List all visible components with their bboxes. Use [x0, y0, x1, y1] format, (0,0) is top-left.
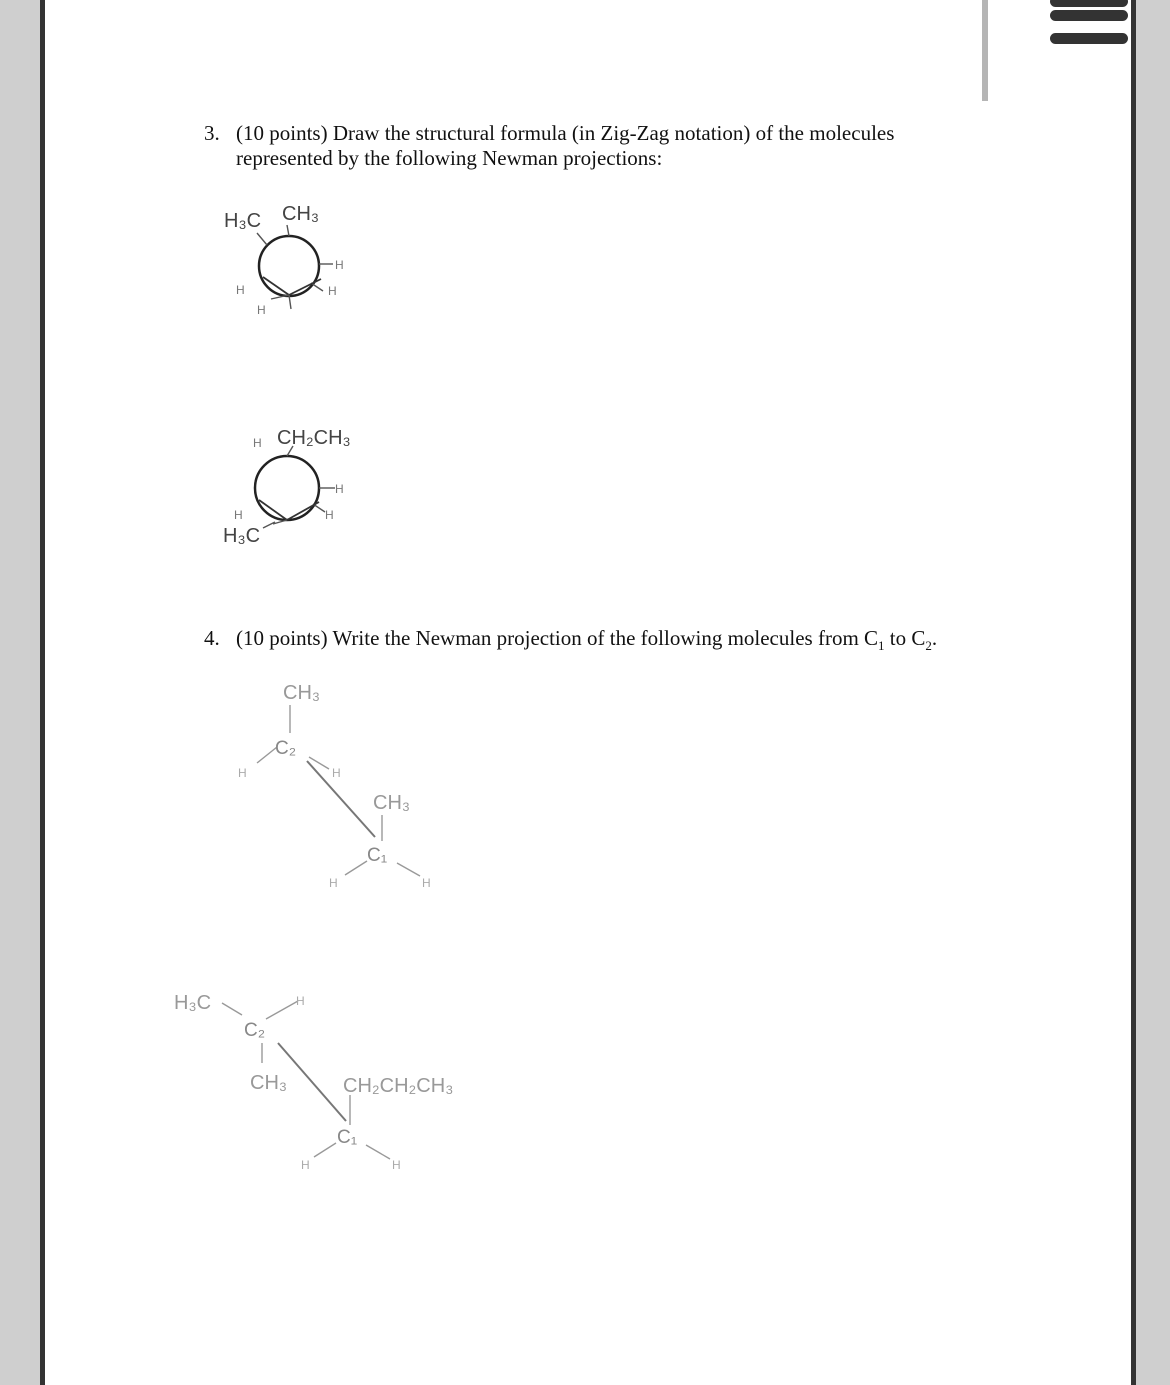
sawhorse-projection-1 [225, 675, 445, 895]
atom-label: H₃C [174, 992, 212, 1014]
bond [311, 283, 323, 291]
atom-label: C₂ [244, 1020, 266, 1041]
newman-circle [255, 456, 319, 520]
menu-icon[interactable] [1046, 0, 1130, 50]
scrollbar[interactable] [982, 0, 988, 101]
bond [263, 522, 275, 528]
question-number: 3. [204, 121, 220, 145]
substituent-label: H [325, 508, 334, 522]
subscript: 1 [878, 638, 885, 654]
bond [345, 861, 367, 875]
substituent-label: H [335, 258, 344, 272]
question-number: 4. [204, 626, 220, 650]
substituent-label: CH₂CH₃ [277, 427, 351, 449]
atom-label: H [392, 1158, 401, 1172]
bond [287, 502, 319, 520]
sawhorse-diagram-1 [225, 675, 445, 895]
atom-label: CH₃ [250, 1072, 288, 1094]
atom-label: C₁ [337, 1127, 358, 1148]
bond [287, 225, 289, 236]
question-line-2: represented by the following Newman projections: [236, 146, 663, 170]
atom-label: CH₂CH₂CH₃ [343, 1075, 454, 1097]
substituent-label: H₃C [223, 525, 261, 547]
newman-diagram-2 [215, 420, 395, 555]
substituent-label: H [236, 283, 245, 297]
bond [273, 520, 287, 524]
newman-projection-1 [215, 195, 375, 325]
atom-label: H [238, 766, 247, 780]
atom-label: C₁ [367, 845, 388, 866]
atom-label: CH₃ [283, 682, 321, 704]
bond [257, 747, 277, 763]
bond [397, 863, 420, 876]
newman-projection-2 [215, 420, 395, 555]
substituent-label: H [257, 303, 266, 317]
atom-label: CH₃ [373, 792, 411, 814]
atom-label: H [301, 1158, 310, 1172]
question-line-1: (10 points) Draw the structural formula (in Zig-Zag notation) of the molecules [236, 121, 895, 145]
substituent-label: H [253, 436, 262, 450]
bond [257, 233, 267, 245]
bond [278, 1043, 346, 1121]
question-text [236, 121, 894, 171]
sawhorse-diagram-2 [170, 985, 500, 1185]
newman-circle [259, 236, 319, 296]
atom-label: H [296, 994, 305, 1008]
atom-label: C₂ [275, 738, 297, 759]
atom-label: H [422, 876, 431, 890]
bond [307, 761, 375, 837]
question-text: (10 points) Write the Newman projection of the following molecules from $C_1$ to $C_2$. [236, 626, 938, 654]
atom-label: H [332, 766, 341, 780]
subscript: 2 [925, 638, 932, 654]
substituent-label: H₃C [224, 210, 262, 232]
substituent-label: H [234, 508, 243, 522]
substituent-label: H [335, 482, 344, 496]
substituent-label: CH₃ [282, 203, 320, 225]
atom-label: H [329, 876, 338, 890]
bond [266, 1001, 298, 1019]
bond [314, 1143, 336, 1157]
bond [222, 1003, 242, 1015]
newman-diagram-1 [215, 195, 375, 325]
substituent-label: H [328, 284, 337, 298]
bond [366, 1145, 390, 1159]
sawhorse-projection-2 [170, 985, 500, 1185]
